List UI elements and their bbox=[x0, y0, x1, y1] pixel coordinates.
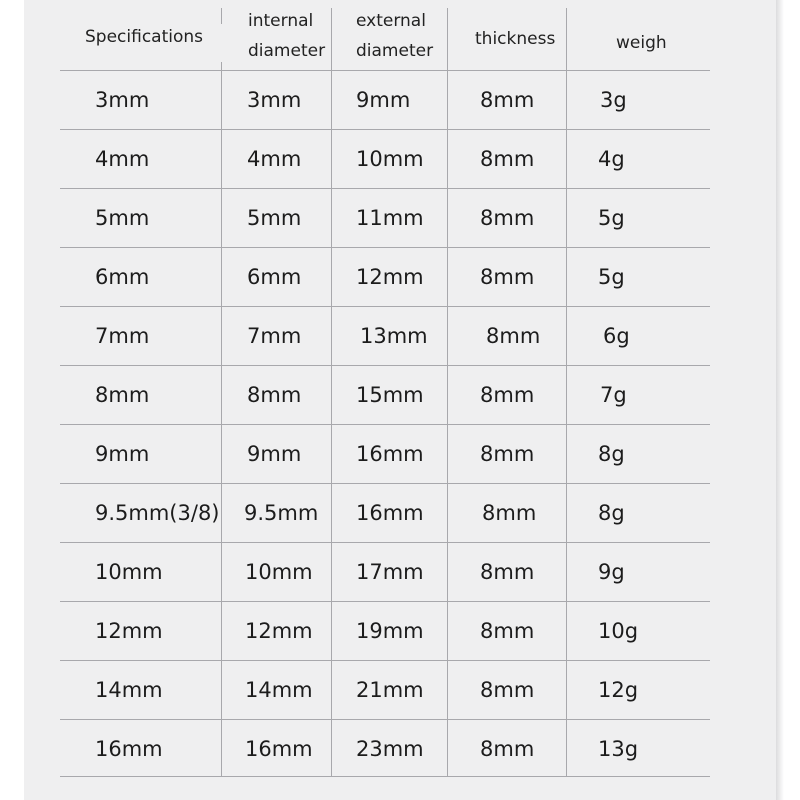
header-weight: weigh bbox=[616, 33, 667, 53]
header-thickness: thickness bbox=[475, 29, 556, 49]
header-external-line1: external bbox=[356, 11, 426, 31]
header-divider bbox=[60, 70, 710, 71]
panel-edge bbox=[776, 0, 784, 800]
cell-thickness: 8mm bbox=[480, 206, 535, 230]
row-divider bbox=[60, 247, 710, 248]
cell-external: 21mm bbox=[356, 678, 424, 702]
cell-weight: 8g bbox=[598, 442, 625, 466]
cell-thickness: 8mm bbox=[480, 560, 535, 584]
row-divider bbox=[60, 542, 710, 543]
cell-thickness: 8mm bbox=[486, 324, 541, 348]
cell-weight: 10g bbox=[598, 619, 639, 643]
cell-thickness: 8mm bbox=[480, 619, 535, 643]
cell-spec: 12mm bbox=[95, 619, 163, 643]
cell-spec: 8mm bbox=[95, 383, 150, 407]
row-divider bbox=[60, 483, 710, 484]
cell-thickness: 8mm bbox=[480, 678, 535, 702]
cell-external: 11mm bbox=[356, 206, 424, 230]
cell-internal: 4mm bbox=[247, 147, 302, 171]
row-divider bbox=[60, 129, 710, 130]
cell-internal: 12mm bbox=[245, 619, 313, 643]
cell-internal: 7mm bbox=[247, 324, 302, 348]
cell-external: 17mm bbox=[356, 560, 424, 584]
row-divider bbox=[60, 719, 710, 720]
cell-thickness: 8mm bbox=[480, 442, 535, 466]
row-divider bbox=[60, 188, 710, 189]
header-internal-line1: internal bbox=[248, 11, 314, 31]
cell-weight: 12g bbox=[598, 678, 639, 702]
cell-external: 15mm bbox=[356, 383, 424, 407]
cell-external: 16mm bbox=[356, 501, 424, 525]
cell-internal: 3mm bbox=[247, 88, 302, 112]
cell-internal: 9.5mm bbox=[244, 501, 319, 525]
divider-spec-internal-upper bbox=[221, 8, 222, 24]
header-specifications: Specifications bbox=[85, 27, 204, 47]
cell-internal: 16mm bbox=[245, 737, 313, 761]
cell-spec: 7mm bbox=[95, 324, 150, 348]
cell-thickness: 8mm bbox=[480, 265, 535, 289]
cell-external: 23mm bbox=[356, 737, 424, 761]
cell-spec: 3mm bbox=[95, 88, 150, 112]
cell-thickness: 8mm bbox=[480, 147, 535, 171]
cell-thickness: 8mm bbox=[480, 88, 535, 112]
cell-external: 16mm bbox=[356, 442, 424, 466]
row-divider bbox=[60, 424, 710, 425]
cell-internal: 5mm bbox=[247, 206, 302, 230]
cell-weight: 5g bbox=[598, 206, 625, 230]
row-divider bbox=[60, 660, 710, 661]
cell-internal: 8mm bbox=[247, 383, 302, 407]
cell-weight: 6g bbox=[603, 324, 630, 348]
cell-spec: 4mm bbox=[95, 147, 150, 171]
cell-spec: 9.5mm(3/8) bbox=[95, 501, 220, 525]
cell-internal: 9mm bbox=[247, 442, 302, 466]
cell-thickness: 8mm bbox=[480, 383, 535, 407]
row-divider bbox=[60, 601, 710, 602]
cell-spec: 6mm bbox=[95, 265, 150, 289]
cell-weight: 9g bbox=[598, 560, 625, 584]
cell-internal: 6mm bbox=[247, 265, 302, 289]
cell-spec: 9mm bbox=[95, 442, 150, 466]
header-internal-line2: diameter bbox=[248, 41, 326, 61]
cell-weight: 3g bbox=[600, 88, 627, 112]
cell-external: 12mm bbox=[356, 265, 424, 289]
cell-thickness: 8mm bbox=[482, 501, 537, 525]
header-external-line2: diameter bbox=[356, 41, 434, 61]
cell-weight: 4g bbox=[598, 147, 625, 171]
table-bottom-border bbox=[60, 776, 710, 777]
cell-external: 13mm bbox=[360, 324, 428, 348]
row-divider bbox=[60, 306, 710, 307]
cell-weight: 8g bbox=[598, 501, 625, 525]
cell-weight: 7g bbox=[600, 383, 627, 407]
cell-spec: 10mm bbox=[95, 560, 163, 584]
cell-internal: 10mm bbox=[245, 560, 313, 584]
row-divider bbox=[60, 365, 710, 366]
cell-external: 10mm bbox=[356, 147, 424, 171]
cell-weight: 13g bbox=[598, 737, 639, 761]
cell-spec: 5mm bbox=[95, 206, 150, 230]
cell-internal: 14mm bbox=[245, 678, 313, 702]
cell-thickness: 8mm bbox=[480, 737, 535, 761]
cell-weight: 5g bbox=[598, 265, 625, 289]
cell-external: 9mm bbox=[356, 88, 411, 112]
cell-external: 19mm bbox=[356, 619, 424, 643]
divider-spec-internal bbox=[221, 62, 222, 776]
cell-spec: 16mm bbox=[95, 737, 163, 761]
cell-spec: 14mm bbox=[95, 678, 163, 702]
